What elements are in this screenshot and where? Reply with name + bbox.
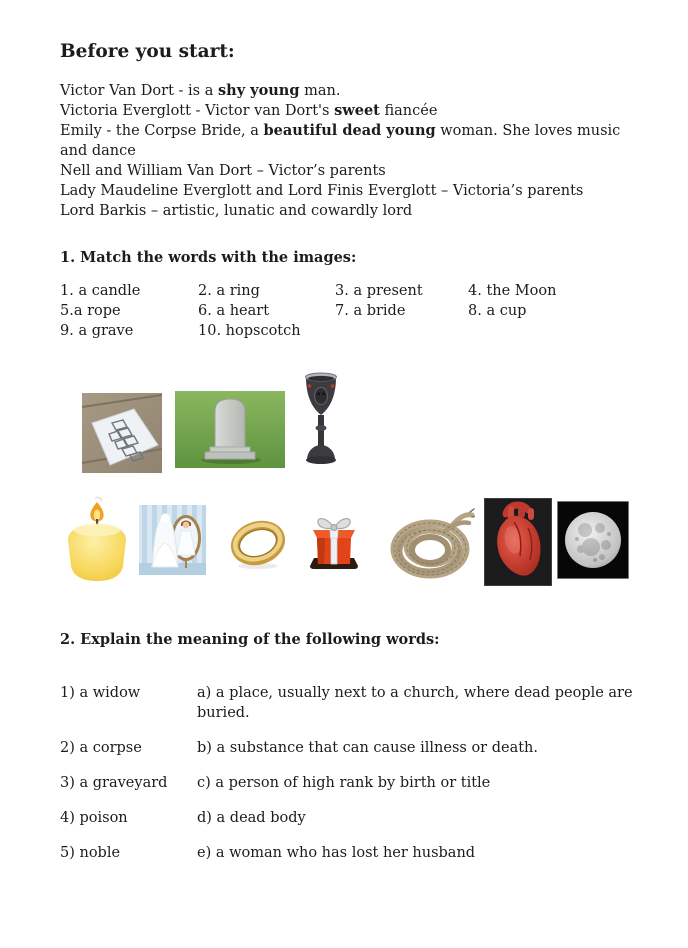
term: 5) noble [60, 845, 121, 861]
intro-line: Victor Van Dort - is a shy young man. [60, 82, 341, 99]
intro-line: Victoria Everglott - Victor van Dort's sweet fiancée [60, 102, 438, 119]
term: 4) poison [60, 810, 128, 826]
intro-line: Emily - the Corpse Bride, a beautiful dead young woman. She loves music [60, 122, 621, 139]
present-image [306, 508, 362, 572]
word-item: 9. a grave [60, 323, 134, 339]
definition: d) a dead body [197, 810, 306, 826]
images-grid [60, 367, 630, 589]
candle-image [62, 495, 132, 583]
term: 1) a widow [60, 685, 141, 701]
exercise1-title: 1. Match the words with the images: [60, 249, 357, 266]
term: 2) a corpse [60, 740, 142, 756]
word-item: 6. a heart [198, 303, 270, 319]
goblet-cup-image [297, 368, 345, 468]
character-intro [60, 81, 630, 221]
word-item: 3. a present [335, 283, 423, 299]
word-item: 10. hopscotch [198, 323, 301, 339]
heart-image [484, 498, 552, 586]
word-list [60, 281, 630, 341]
moon-image [557, 501, 629, 579]
page-title: Before you start: [60, 41, 235, 62]
term: 3) a graveyard [60, 775, 168, 791]
intro-line: Lady Maudeline Everglott and Lord Finis Everglott – Victoria’s parents [60, 183, 584, 199]
matching-list [60, 683, 633, 863]
word-item: 4. the Moon [468, 283, 557, 299]
word-item: 8. a cup [468, 303, 527, 319]
exercise2-title: 2. Explain the meaning of the following words: [60, 631, 440, 648]
word-item: 1. a candle [60, 283, 141, 299]
word-item: 2. a ring [198, 283, 260, 299]
ring-image [228, 510, 288, 572]
hopscotch-image [82, 393, 162, 473]
definition: c) a person of high rank by birth or title [197, 775, 491, 791]
word-item: 7. a bride [335, 303, 406, 319]
definition: b) a substance that can cause illness or death. [197, 740, 538, 756]
gravestone-image [175, 391, 285, 468]
definition: e) a woman who has lost her husband [197, 845, 476, 861]
intro-line: and dance [60, 143, 136, 159]
definition: a) a place, usually next to a church, where dead people are buried. [197, 685, 633, 721]
bride-image [139, 505, 206, 575]
intro-line: Lord Barkis – artistic, lunatic and cowardly lord [60, 203, 413, 219]
intro-line: Nell and William Van Dort – Victor’s parents [60, 163, 386, 179]
rope-image [385, 497, 475, 585]
word-item: 5.a rope [60, 303, 121, 319]
